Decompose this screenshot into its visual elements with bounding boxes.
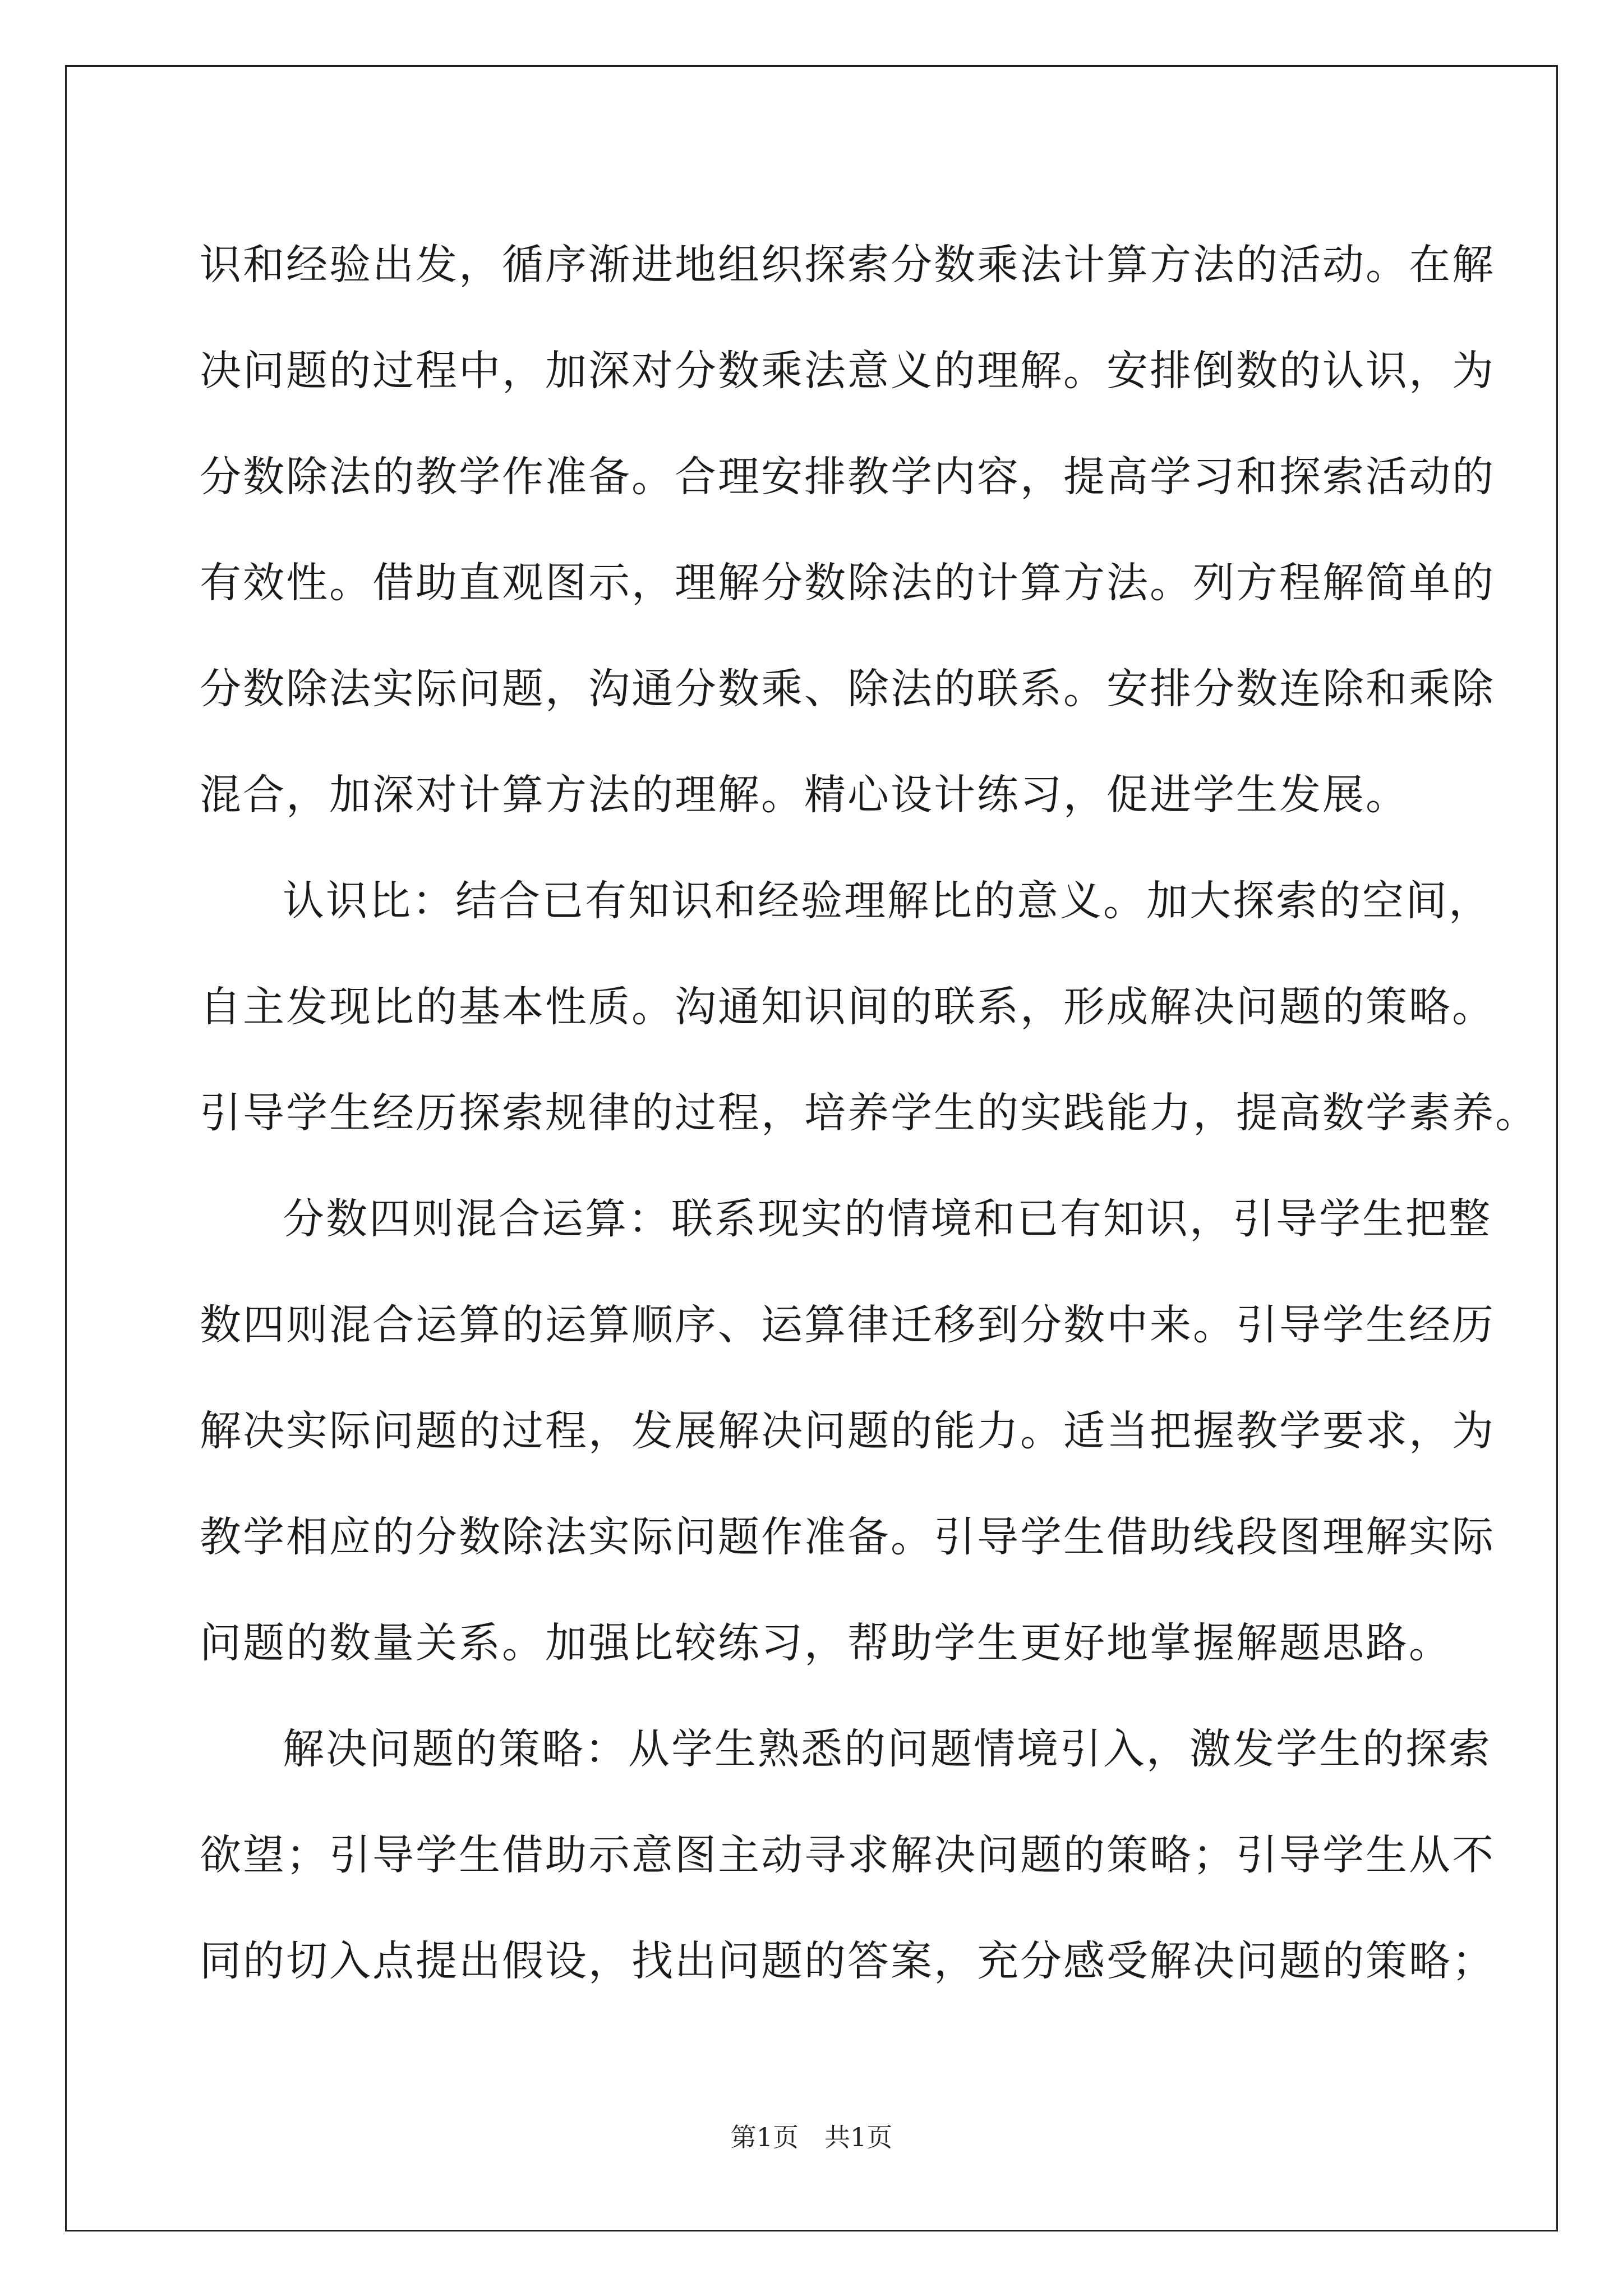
- text-line: 自主发现比的基本性质。沟通知识间的联系，形成解决问题的策略。: [200, 983, 1495, 1031]
- page-footer: [0, 2120, 1623, 2154]
- paragraph-start-line: 认识比：结合已有知识和经验理解比的意义。加大探索的空间，: [283, 877, 1492, 925]
- text-line: 混合，加深对计算方法的理解。精心设计练习，促进学生发展。: [200, 771, 1409, 819]
- text-line: 分数除法的教学作准备。合理安排教学内容，提高学习和探索活动的: [200, 453, 1495, 501]
- text-line: 欲望；引导学生借助示意图主动寻求解决问题的策略；引导学生从不: [200, 1831, 1495, 1879]
- text-line: 引导学生经历探索规律的过程，培养学生的实践能力，提高数学素养。: [200, 1089, 1538, 1137]
- text-line: 数四则混合运算的运算顺序、运算律迁移到分数中来。引导学生经历: [200, 1301, 1495, 1349]
- document-body: [200, 212, 1538, 2014]
- text-line: 问题的数量关系。加强比较练习，帮助学生更好地掌握解题思路。: [200, 1619, 1452, 1667]
- text-line: 识和经验出发，循序渐进地组织探索分数乘法计算方法的活动。在解: [200, 241, 1495, 289]
- text-line: 分数除法实际问题，沟通分数乘、除法的联系。安排分数连除和乘除: [200, 665, 1495, 713]
- text-line: 教学相应的分数除法实际问题作准备。引导学生借助线段图理解实际: [200, 1513, 1495, 1561]
- paragraph-start-line: 解决问题的策略：从学生熟悉的问题情境引入，激发学生的探索: [283, 1725, 1492, 1773]
- text-line: 解决实际问题的过程，发展解决问题的能力。适当把握教学要求，为: [200, 1407, 1495, 1455]
- text-line: 同的切入点提出假设，找出问题的答案，充分感受解决问题的策略；: [200, 1937, 1495, 1985]
- page-total: 共1页: [824, 2122, 893, 2152]
- page-number: 第1页: [730, 2122, 799, 2152]
- text-line: 有效性。借助直观图示，理解分数除法的计算方法。列方程解简单的: [200, 559, 1495, 607]
- paragraph-start-line: 分数四则混合运算：联系现实的情境和已有知识，引导学生把整: [283, 1195, 1492, 1243]
- text-line: 决问题的过程中，加深对分数乘法意义的理解。安排倒数的认识，为: [200, 347, 1495, 395]
